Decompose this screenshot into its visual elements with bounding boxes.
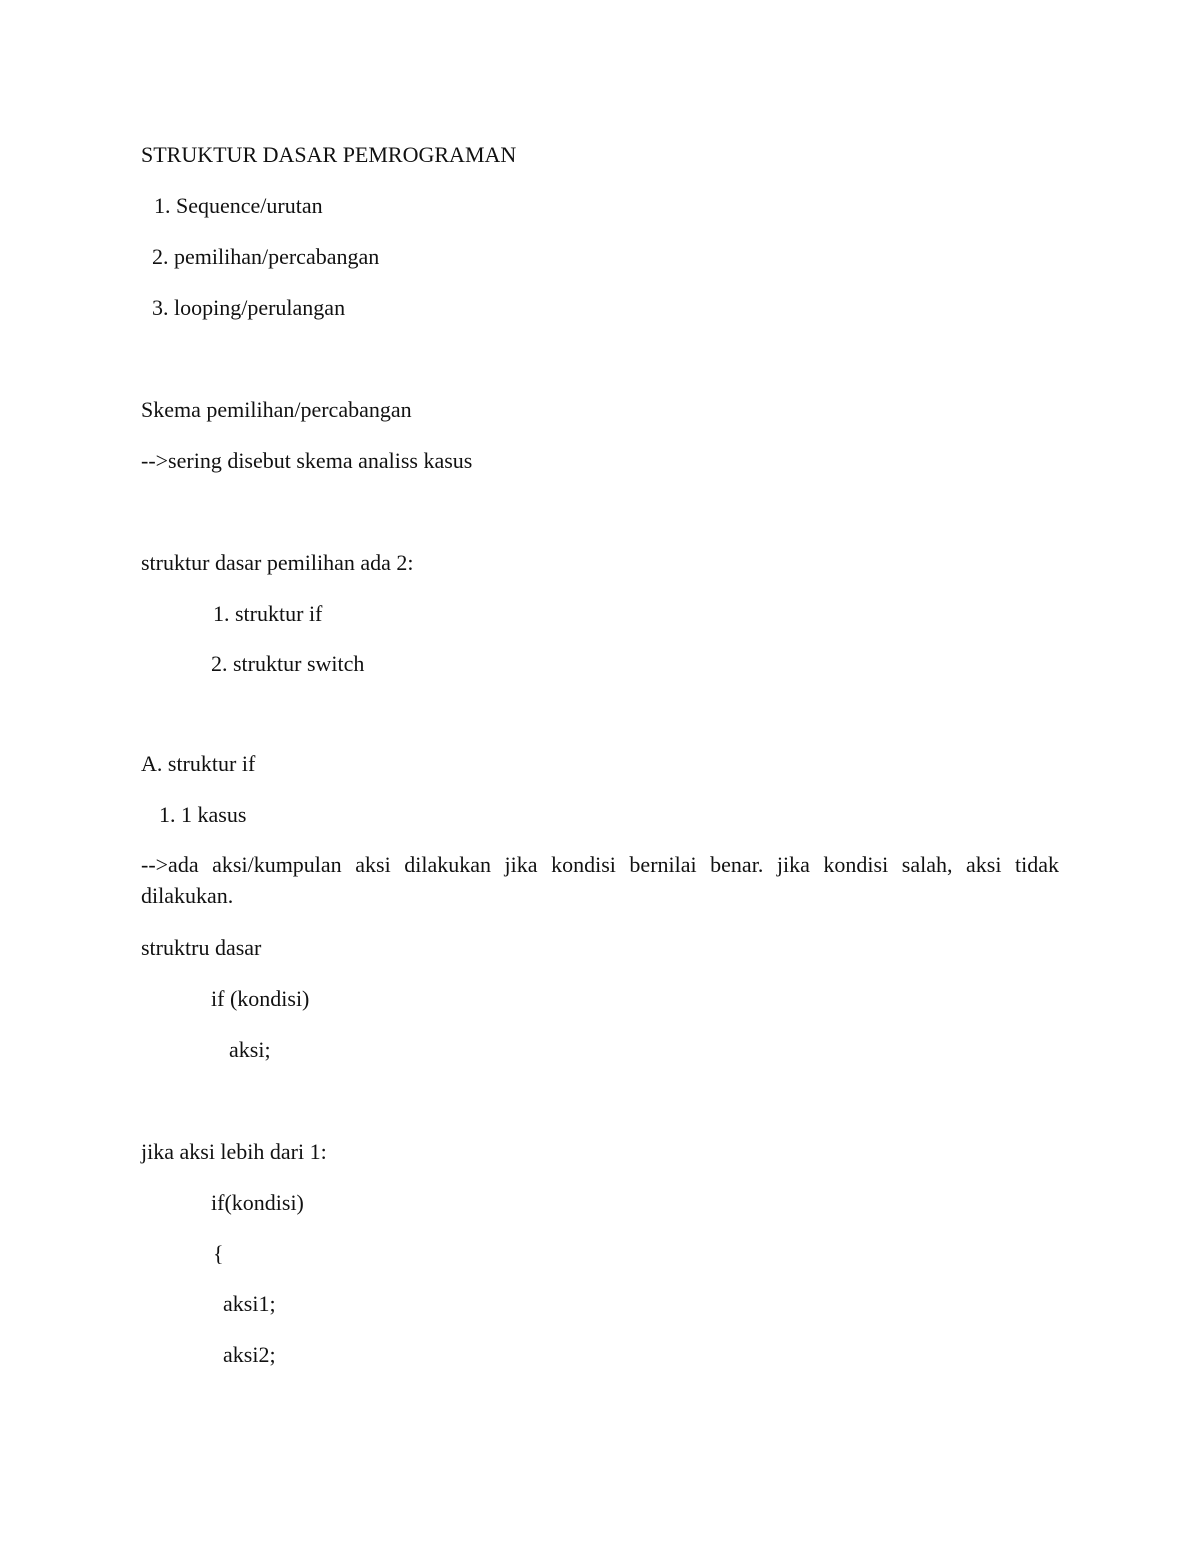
selection-list-item: 1. struktur if [213,601,323,626]
section-a-heading: A. struktur if [141,751,256,776]
basic-structure-label: struktru dasar [141,935,262,960]
structure-list-item: 1. Sequence/urutan [154,193,323,218]
case-description: -->ada aksi/kumpulan aksi dilakukan jika kondisi bernilai benar. jika kondisi salah, aksi tidak dilakukan. [141,852,1059,908]
code-line: { [213,1241,224,1266]
structure-list-item: 3. looping/perulangan [152,295,346,320]
case-item: 1. 1 kasus [159,802,247,827]
schema-heading: Skema pemilihan/percabangan [141,397,412,422]
code-line: aksi1; [223,1291,276,1316]
selection-list-item: 2. struktur switch [211,651,365,676]
selection-intro: struktur dasar pemilihan ada 2: [141,550,414,575]
code-line: aksi; [229,1037,271,1062]
code-line: aksi2; [223,1342,276,1367]
code-line: if(kondisi) [211,1190,304,1215]
code-line: if (kondisi) [211,986,310,1011]
document-title: STRUKTUR DASAR PEMROGRAMAN [141,142,517,167]
multi-action-label: jika aksi lebih dari 1: [141,1139,327,1164]
schema-note: -->sering disebut skema analiss kasus [141,448,473,473]
structure-list-item: 2. pemilihan/percabangan [152,244,380,269]
